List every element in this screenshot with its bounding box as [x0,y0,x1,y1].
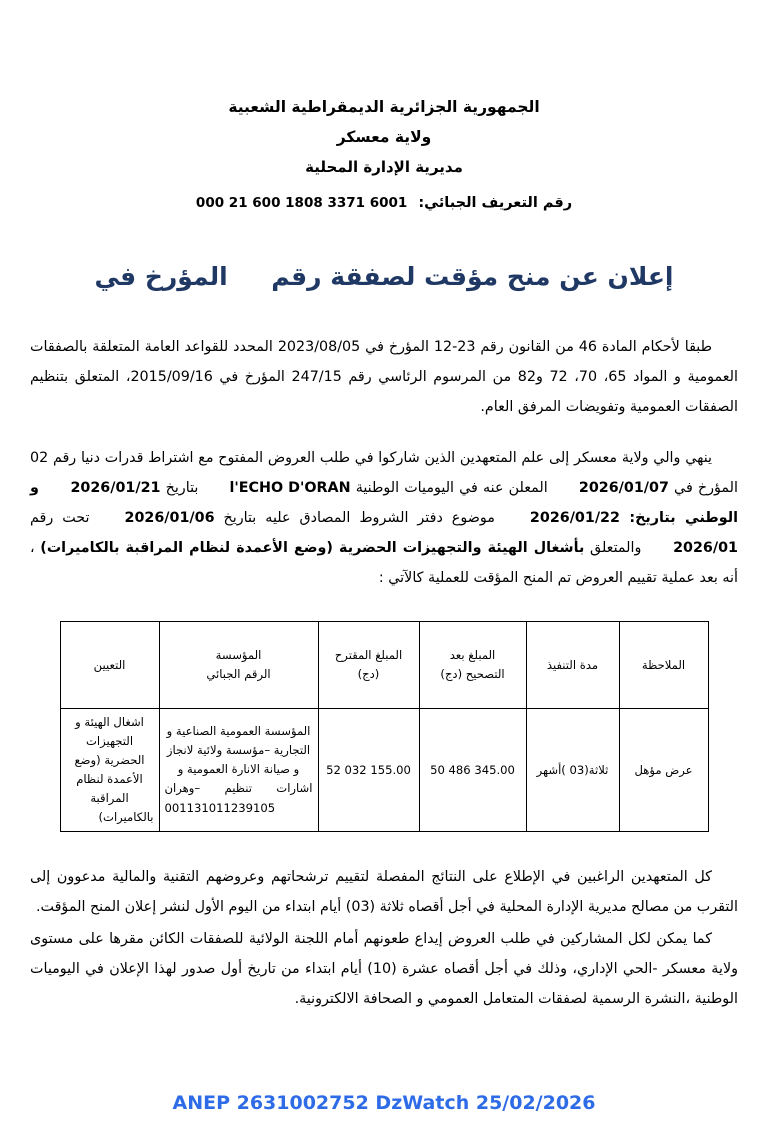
announcement-date-publication-1: 2026/01/21 [70,480,161,496]
header-republic: الجمهورية الجزائرية الديمقراطية الشعبية [228,98,540,116]
firm-header-line-2: الرقم الجبائي [206,667,271,681]
paragraph-appeal-notice: كل المتعهدين الراغبين في الإطلاع على النتائج المفصلة لتقييم ترشحاتهم وعروضهم التقنية والمالية مدعوون إلى التقرب من مصالح مديرية الإدارة المحلية في أجل أقصاه ثلاثة (03) أيام ابتداء من اليوم الأول لنشر إعلان المنح المؤقت. [30,869,738,915]
cell-firm [159,709,318,832]
announcement-text-7: والمتعلق [584,540,648,556]
corrected-amount-line-2: التصحيح (دج) [440,667,505,681]
announcement-text-2: المعلن عنه في اليوميات الوطنية [350,480,553,496]
announcement-subject: بأشغال الهيئة والتجهيزات الحضرية (وضع الأعمدة لنظام المراقبة بالكاميرات) [40,540,585,556]
announcement-text-4: و الوطني بتاريخ: [30,480,739,526]
award-table [60,621,709,832]
header-tax-id [30,188,738,218]
award-table-body [60,709,708,832]
proposed-amount-line-2: (دج) [357,667,380,681]
tax-id-value: 000 21 600 1808 3371 6001 [195,195,408,211]
announcement-date-decision: 2026/01/07 [578,480,669,496]
column-header-note: الملاحظة [619,622,708,709]
document-header [30,0,738,218]
column-header-proposed-amount [318,622,419,709]
award-table-header [60,622,708,709]
announcement-date-specifications: 2026/01/06 [124,510,215,526]
announcement-text-6: تحت رقم [30,510,99,526]
firm-tax-number: 001131011239105 [164,801,276,815]
cell-corrected-amount: 50 486 345.00 [419,709,526,832]
column-header-corrected-amount [419,622,526,709]
page-title: إعلان عن منح مؤقت لصفقة رقم المؤرخ في [94,262,674,291]
corrected-amount-line-1: المبلغ بعد [449,648,496,662]
header-wilaya: ولاية معسكر [336,128,432,146]
column-header-designation: التعيين [60,622,159,709]
announcement-text-5: موضوع دفتر الشروط المصادق عليه بتاريخ [214,510,504,526]
tax-id-label: رقم التعريف الجبائي: [418,195,573,211]
announcement-text-3: بتاريخ [160,480,204,496]
table-header-row [60,622,708,709]
cell-note: عرض مؤهل [619,709,708,832]
cell-duration: ثلاثة(03 )أشهر [526,709,619,832]
firm-name: المؤسسة العمومية الصناعية و التجارية –مؤسسة ولائية لانجاز و صيانة الانارة العمومية و اشارات تنظيم –وهران [164,724,313,795]
paragraph-recourse-notice: كما يمكن لكل المشاركين في طلب العروض إيداع طعونهم أمام اللجنة الولائية للصفقات الكائن مقرها على مستوى ولاية معسكر -الحي الإداري، وذلك في أجل أقصاه عشرة (10) أيام ابتداء من تاريخ أول صدور لهذا الإعلان في اليوميات الوطنية ،النشرة الرسمية لصفقات المتعامل العمومي و الصحافة الالكترونية. [30,931,738,1007]
anep-footer: ANEP 2631002752 DzWatch 25/02/2026 [172,1092,596,1114]
announcement-text-1: ينهي والي ولاية معسكر إلى علم المتعهدين الذين شاركوا في طلب العروض المفتوح مع اشتراط قدرات دنيا رقم 02 المؤرخ في [30,450,739,496]
column-header-firm [159,622,318,709]
header-directorate: مديرية الإدارة المحلية [305,158,463,176]
column-header-duration: مدة التنفيذ [526,622,619,709]
paragraph-legal-basis: طبقا لأحكام المادة 46 من القانون رقم 23-12 المؤرخ في 2023/08/05 المحدد للقواعد العامة المتعلقة بالصفقات العمومية و المواد 65، 70، 72 و82 من المرسوم الرئاسي رقم 247/15 المؤرخ في 2015/09/16، المتعلق بتنظيم الصفقات العمومية وتفويضات المرفق العام. [30,339,739,415]
cell-proposed-amount: 52 032 155.00 [318,709,419,832]
cell-designation: اشغال الهيئة و التجهيزات الحضرية (وضع الأعمدة لنظام المراقبة بالكاميرات) [60,709,159,832]
newspaper-name: l'ECHO D'ORAN [229,480,351,496]
table-row [60,709,708,832]
paragraph-announcement [30,443,738,593]
proposed-amount-line-1: المبلغ المقترح [334,648,403,662]
announcement-date-publication-2: 2026/01/22 [529,510,620,526]
firm-header-line-1: المؤسسة [215,648,262,662]
announcement-reference-number: 2026/01 [673,540,738,556]
announcement-text-8: ، أنه بعد عملية تقييم العروض تم المنح المؤقت للعملية كالآتي : [30,540,738,586]
